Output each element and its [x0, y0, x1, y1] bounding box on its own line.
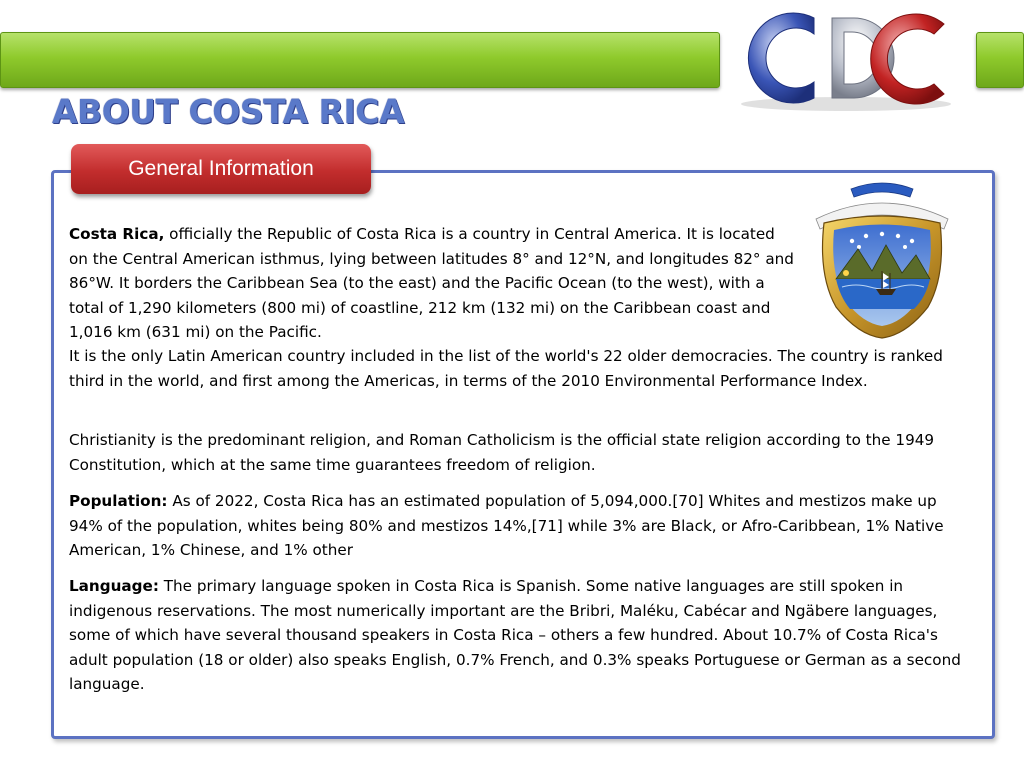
paragraph-language-lead: Language:	[69, 577, 159, 595]
section-tab-general-information	[71, 144, 371, 194]
paragraph-overview	[69, 222, 794, 345]
section-tab-label: General Information	[128, 157, 314, 180]
paragraph-population-lead: Population:	[69, 492, 168, 510]
paragraph-overview-text: officially the Republic of Costa Rica is a country in Central America. It is located on the Central American isthmus, lying between latitudes 8° and 12°N, and longitudes 82° and 86°W. It borders the Caribbean Sea (to the east) and the Pacific Ocean (to the west), with a total of 1,290 kilometers (800 mi) of coastline, 212 km (132 mi) on the Caribbean coast and 1,016 km (631 mi) on the Pacific.	[69, 225, 794, 341]
header-bar-right	[976, 32, 1024, 88]
paragraph-language-text: The primary language spoken in Costa Rica is Spanish. Some native languages are still spoken in indigenous reservations. The most numerically important are the Bribri, Maléku, Cabécar and Ngäbere languages, some of which have several thousand speakers in Costa Rica – others a few hundred. About 10.7% of Costa Rica's adult population (18 or older) also speaks English, 0.7% French, and 0.3% speaks Portuguese or German as a second language.	[69, 577, 961, 693]
paragraph-population	[69, 489, 969, 563]
paragraph-language	[69, 574, 969, 697]
paragraph-population-text: As of 2022, Costa Rica has an estimated population of 5,094,000.[70] Whites and mestizos make up 94% of the population, whites being 80% and mestizos 14%,[71] while 3% are Black, or Afro-Caribbean, 1% Native American, 1% Chinese, and 1% other	[69, 492, 944, 559]
header-bar-left	[0, 32, 720, 88]
paragraph-democracy: It is the only Latin American country included in the list of the world's 22 older democracies. The country is ranked third in the world, and first among the Americas, in terms of the 2010 Environmental Performance Index.	[69, 347, 943, 390]
paragraph-overview-lead: Costa Rica,	[69, 225, 165, 243]
costa-rica-coat-of-arms-image	[806, 175, 958, 340]
page-title: ABOUT COSTA RICA	[52, 92, 405, 131]
paragraph-religion: Christianity is the predominant religion, and Roman Catholicism is the official state religion according to the 1949 Constitution, which at the same time guarantees freedom of religion.	[69, 431, 935, 474]
cdc-logo	[722, 4, 970, 114]
